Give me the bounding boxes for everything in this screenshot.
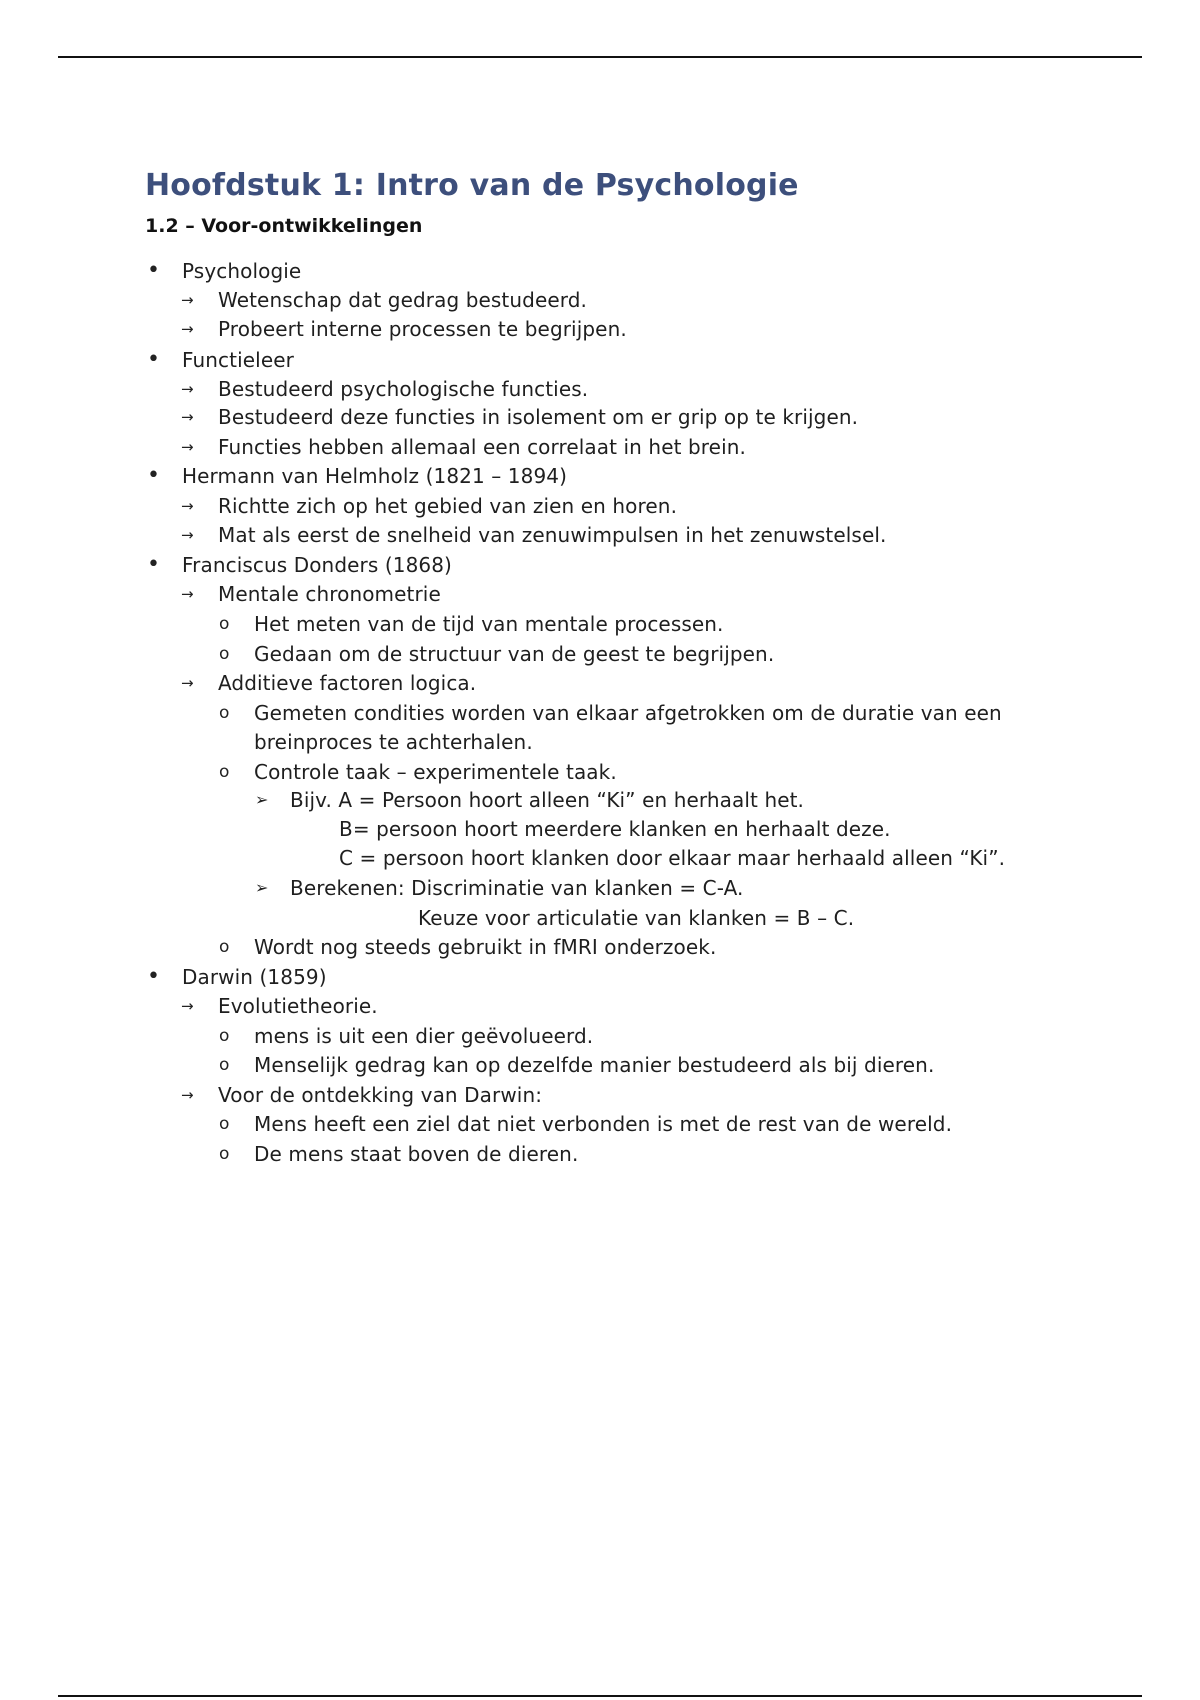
- arrow-marker: →: [181, 997, 194, 1015]
- list-item: Functies hebben allemaal een correlaat in het brein.: [218, 435, 746, 459]
- arrow-marker: →: [181, 674, 194, 692]
- list-item: Voor de ontdekking van Darwin:: [218, 1083, 543, 1107]
- list-item: Mentale chronometrie: [218, 582, 441, 606]
- list-item-continuation: C = persoon hoort klanken door elkaar maar herhaald alleen “Ki”.: [339, 846, 1006, 870]
- list-item: Bijv. A = Persoon hoort alleen “Ki” en herhaalt het.: [290, 788, 805, 812]
- circle-marker: o: [219, 1026, 230, 1046]
- circle-marker: o: [219, 703, 230, 723]
- bullet-marker: •: [147, 964, 160, 989]
- arrow-marker: →: [181, 380, 194, 398]
- arrow-marker: →: [181, 438, 194, 456]
- footer-rule: [58, 1695, 1142, 1697]
- list-item: Wordt nog steeds gebruikt in fMRI onderzoek.: [254, 935, 717, 959]
- list-item: Berekenen: Discriminatie van klanken = C-A.: [290, 876, 744, 900]
- list-item: Franciscus Donders (1868): [182, 553, 452, 577]
- list-item: Wetenschap dat gedrag bestudeerd.: [218, 288, 587, 312]
- bullet-marker: •: [147, 347, 160, 372]
- section-heading: 1.2 – Voor-ontwikkelingen: [145, 215, 423, 237]
- list-item-continuation: breinproces te achterhalen.: [254, 730, 533, 754]
- list-item: Gemeten condities worden van elkaar afgetrokken om de duratie van een: [254, 701, 1002, 725]
- list-item: Menselijk gedrag kan op dezelfde manier bestudeerd als bij dieren.: [254, 1053, 935, 1077]
- list-item: Hermann van Helmholz (1821 – 1894): [182, 464, 568, 488]
- header-rule: [58, 56, 1142, 58]
- arrow-marker: →: [181, 320, 194, 338]
- list-item-continuation: B= persoon hoort meerdere klanken en herhaalt deze.: [339, 817, 891, 841]
- circle-marker: o: [219, 644, 230, 664]
- triangle-marker: ➢: [255, 878, 269, 897]
- list-item: Darwin (1859): [182, 965, 327, 989]
- list-item: mens is uit een dier geëvolueerd.: [254, 1024, 594, 1048]
- circle-marker: o: [219, 1114, 230, 1134]
- page-title: Hoofdstuk 1: Intro van de Psychologie: [145, 168, 799, 203]
- list-item: Bestudeerd deze functies in isolement om er grip op te krijgen.: [218, 405, 859, 429]
- circle-marker: o: [219, 614, 230, 634]
- list-item: Richtte zich op het gebied van zien en horen.: [218, 494, 678, 518]
- list-item: Mat als eerst de snelheid van zenuwimpulsen in het zenuwstelsel.: [218, 523, 887, 547]
- circle-marker: o: [219, 1144, 230, 1164]
- list-item: Gedaan om de structuur van de geest te begrijpen.: [254, 642, 775, 666]
- circle-marker: o: [219, 937, 230, 957]
- arrow-marker: →: [181, 1086, 194, 1104]
- list-item: Het meten van de tijd van mentale processen.: [254, 612, 724, 636]
- list-item: Bestudeerd psychologische functies.: [218, 377, 589, 401]
- list-item: Psychologie: [182, 259, 302, 283]
- list-item: Functieleer: [182, 348, 294, 372]
- arrow-marker: →: [181, 291, 194, 309]
- list-item-continuation: Keuze voor articulatie van klanken = B – C.: [418, 906, 855, 930]
- list-item: Probeert interne processen te begrijpen.: [218, 317, 627, 341]
- arrow-marker: →: [181, 585, 194, 603]
- bullet-marker: •: [147, 552, 160, 577]
- bullet-marker: •: [147, 463, 160, 488]
- arrow-marker: →: [181, 526, 194, 544]
- triangle-marker: ➢: [255, 790, 269, 809]
- arrow-marker: →: [181, 408, 194, 426]
- arrow-marker: →: [181, 497, 194, 515]
- circle-marker: o: [219, 1055, 230, 1075]
- circle-marker: o: [219, 762, 230, 782]
- bullet-marker: •: [147, 258, 160, 283]
- list-item: Additieve factoren logica.: [218, 671, 477, 695]
- list-item: Evolutietheorie.: [218, 994, 378, 1018]
- list-item: De mens staat boven de dieren.: [254, 1142, 579, 1166]
- list-item: Mens heeft een ziel dat niet verbonden is met de rest van de wereld.: [254, 1112, 953, 1136]
- list-item: Controle taak – experimentele taak.: [254, 760, 617, 784]
